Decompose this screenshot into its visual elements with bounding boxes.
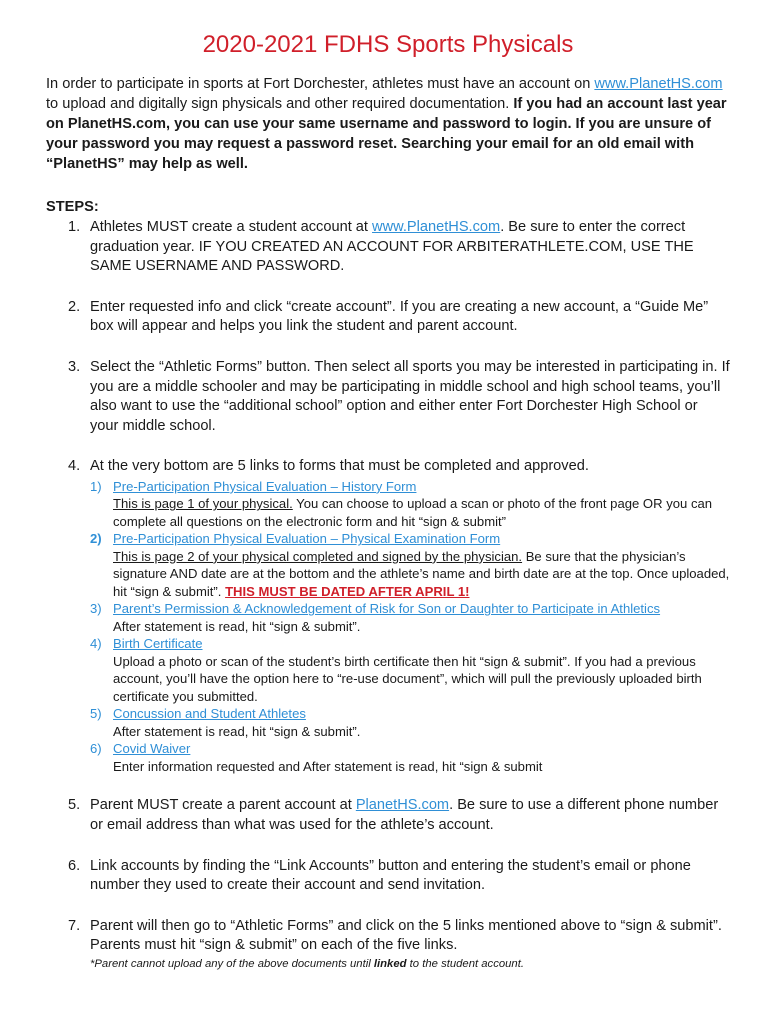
form-number: 2) (90, 531, 102, 547)
note-text: *Parent cannot upload any of the above documents until (90, 958, 374, 970)
form-description: After statement is read, hit “sign & submit”. (113, 723, 361, 739)
covid-waiver-link[interactable]: Covid Waiver (113, 741, 191, 757)
step-text: Enter requested info and click “create account”. If you are creating a new account, a “Guide Me” box will appear and helps you link the student and parent account. (90, 298, 709, 335)
form-underlined-note: This is page 2 of your physical completed and signed by the physician. (113, 548, 523, 564)
birth-certificate-link[interactable]: Birth Certificate (113, 636, 203, 652)
form-description: Upload a photo or scan of the student’s birth certificate then hit “sign & submit”. If you had a previous account, you’ll have the option here to “re-use document”, which will pull the previously uploaded birth certificate you submitted. (113, 653, 702, 704)
step-5 (46, 796, 730, 835)
step-1 (46, 218, 730, 277)
form-item-birth-certificate (90, 635, 730, 705)
step-number: 3. (68, 358, 81, 375)
permission-form-link[interactable]: Parent’s Permission & Acknowledgement of Risk for Son or Daughter to Participate in Athletics (113, 601, 661, 617)
steps-heading: STEPS: (46, 199, 99, 215)
step-number: 6. (68, 857, 81, 874)
step-3 (46, 358, 730, 436)
form-item-covid-waiver (90, 740, 730, 775)
planeths-link[interactable]: PlanetHS.com (355, 797, 450, 814)
step-4 (46, 457, 730, 775)
form-description: You can choose to upload a scan or photo of the front page OR you can complete all questions on the electronic form and hit “sign & submit” (113, 496, 713, 529)
date-warning: THIS MUST BE DATED AFTER APRIL 1! (225, 583, 470, 599)
form-item-physical-exam (90, 530, 730, 600)
intro-bold-note: If you had an account last year on PlanetHS.com, you can use your same username and password to login. If you are unsure of your password you may request a password reset. Searching your email for an old email with “PlanetHS” may help as well. (46, 96, 727, 172)
note-text-2: to the student account. (406, 958, 524, 970)
step-number: 5. (68, 797, 81, 814)
form-item-permission (90, 600, 730, 635)
forms-list (90, 478, 730, 776)
step-text: Athletes MUST create a student account at (90, 219, 373, 235)
form-number: 1) (90, 478, 102, 494)
note-bold: linked (373, 958, 407, 970)
page-title: 2020-2021 FDHS Sports Physicals (202, 31, 574, 58)
step-text-2: . Be sure to enter the correct graduation year. IF YOU CREATED AN ACCOUNT FOR ARBITERATHLETE.COM, USE THE SAME USERNAME AND PASSWORD. (90, 219, 694, 275)
step-text-2: . Be sure to use a different phone number or email address than what was used for the athlete’s account. (90, 797, 719, 834)
planeths-link[interactable]: www.PlanetHS.com (372, 219, 501, 235)
physical-exam-form-link[interactable]: Pre-Participation Physical Evaluation – Physical Examination Form (113, 531, 501, 547)
form-underlined-note: This is page 1 of your physical. (113, 496, 293, 512)
form-item-history (90, 478, 730, 531)
form-number: 5) (90, 706, 102, 722)
step-text: At the very bottom are 5 links to forms that must be completed and approved. (90, 458, 589, 475)
form-item-concussion (90, 705, 730, 740)
step-text: Parent will then go to “Athletic Forms” and click on the 5 links mentioned above to “sign & submit”. Parents must hit “sign & submit” on each of the five links. (90, 917, 722, 954)
form-number: 4) (90, 636, 102, 652)
step-7 (46, 917, 730, 972)
intro-text-2: to upload and digitally sign physicals and other required documentation. (46, 96, 514, 112)
step-text: Link accounts by finding the “Link Accounts” button and entering the student’s email or phone number they used to create their account and send invitation. (90, 857, 691, 894)
intro-paragraph (46, 74, 730, 174)
step-2 (46, 298, 730, 337)
history-form-link[interactable]: Pre-Participation Physical Evaluation – History Form (113, 478, 417, 494)
step-6 (46, 857, 730, 896)
form-description: After statement is read, hit “sign & submit”. (113, 618, 361, 634)
form-description: Be sure that the physician’s signature AND date are at the bottom and the athlete’s name and birth date are at the top. Once uploaded, hit “sign & submit”. (113, 548, 730, 599)
concussion-form-link[interactable]: Concussion and Student Athletes (113, 706, 306, 722)
step-number: 4. (68, 458, 81, 475)
intro-text: In order to participate in sports at Fort Dorchester, athletes must have an account on (46, 76, 595, 92)
planeths-link[interactable]: www.PlanetHS.com (594, 76, 723, 92)
form-number: 3) (90, 601, 102, 617)
parent-note (90, 957, 730, 972)
step-text: Parent MUST create a parent account at (90, 797, 356, 814)
step-text: Select the “Athletic Forms” button. Then select all sports you may be interested in participating in. If you are a middle schooler and may be participating in middle school and high school teams, you’ll also want to use the “additional school” option and either enter Fort Dorchester High School or your middle school. (90, 358, 730, 434)
step-number: 7. (68, 917, 81, 934)
form-number: 6) (90, 741, 102, 757)
form-description: Enter information requested and After statement is read, hit “sign & submit (113, 758, 543, 774)
step-number: 1. (68, 219, 81, 235)
step-number: 2. (68, 298, 81, 315)
